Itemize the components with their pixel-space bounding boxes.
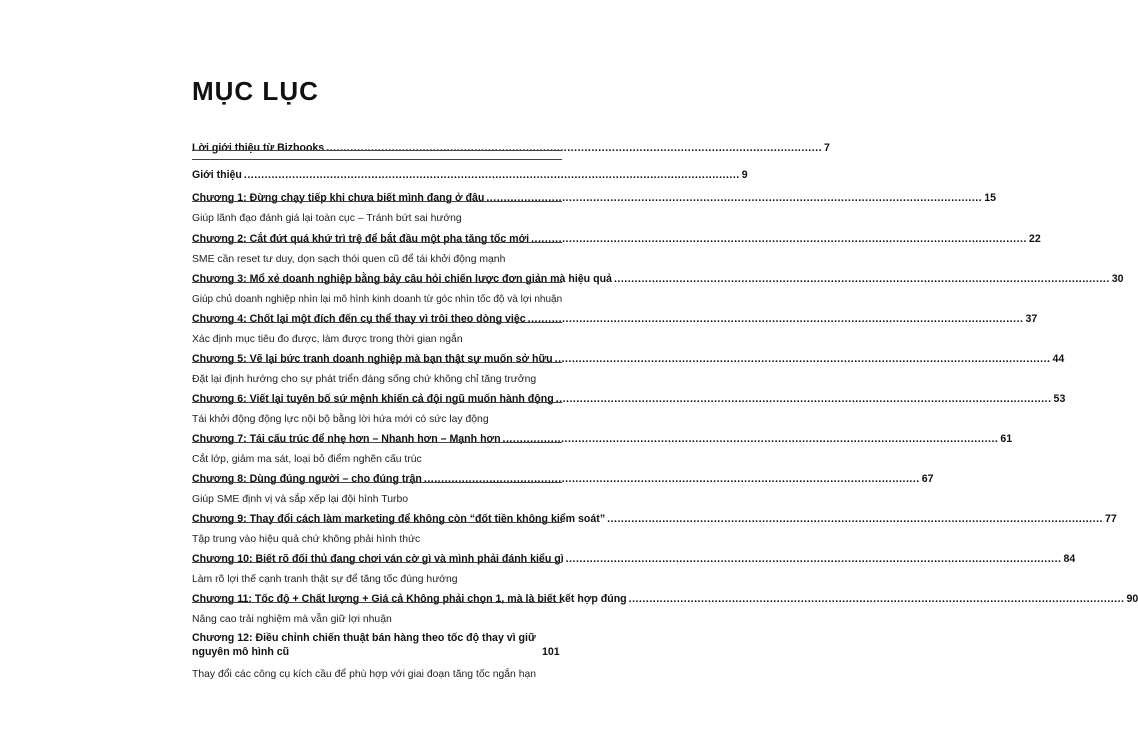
toc-title: Chương 6: Viết lại tuyên bố sứ mệnh khiến cả đội ngũ muốn hành động bbox=[192, 393, 554, 405]
toc-page-number: 37 bbox=[1025, 313, 1038, 325]
toc-subtitle: Thay đổi các công cụ kích cầu để phù hợp với giai đoạn tăng tốc ngắn hạn bbox=[192, 669, 537, 680]
toc-line bbox=[192, 392, 1066, 406]
toc-page-number: 7 bbox=[824, 142, 830, 154]
divider bbox=[192, 562, 562, 563]
toc-line bbox=[192, 631, 562, 659]
toc-entry[interactable] bbox=[192, 592, 1138, 626]
toc-line bbox=[192, 232, 1041, 246]
toc-entry[interactable] bbox=[192, 432, 1013, 466]
toc-title: Chương 4: Chốt lại một đích đến cụ thể thay vì trôi theo dòng việc bbox=[192, 313, 526, 325]
toc-entry[interactable] bbox=[192, 141, 830, 155]
toc-subtitle: Tái khởi động động lực nội bộ bằng lời hứa mới có sức lay động bbox=[192, 414, 489, 425]
divider bbox=[192, 201, 562, 202]
toc-page-number: 77 bbox=[1104, 513, 1117, 525]
divider bbox=[192, 322, 562, 323]
toc-page-number: 9 bbox=[741, 169, 748, 181]
toc-line bbox=[192, 272, 1124, 286]
toc-page-number: 15 bbox=[984, 192, 996, 204]
toc-title: Chương 8: Dùng đúng người – cho đúng trận bbox=[192, 473, 422, 485]
divider bbox=[192, 282, 562, 283]
toc-title: Chương 3: Mổ xẻ doanh nghiệp bằng bảy câu hỏi chiến lược đơn giản mà hiệu quả bbox=[192, 273, 612, 285]
toc-entry[interactable] bbox=[192, 392, 1066, 426]
toc-leader-dots bbox=[607, 512, 1103, 526]
toc-title: Chương 5: Vẽ lại bức tranh doanh nghiệp mà bạn thật sự muốn sở hữu bbox=[192, 353, 553, 365]
toc-leader-dots bbox=[629, 592, 1125, 606]
toc-leader-dots bbox=[244, 168, 740, 182]
divider bbox=[192, 159, 562, 160]
toc-subtitle: Xác định mục tiêu đo được, làm được trong thời gian ngắn bbox=[192, 334, 463, 345]
toc-title: Chương 9: Thay đổi cách làm marketing để không còn “đốt tiền không kiểm soát” bbox=[192, 513, 606, 525]
toc-page-number: 84 bbox=[1063, 553, 1076, 565]
toc-leader-dots bbox=[531, 232, 1027, 246]
toc-leader-dots bbox=[486, 191, 982, 205]
toc-subtitle: Nâng cao trải nghiệm mà vẫn giữ lợi nhuận bbox=[192, 614, 392, 625]
toc-line bbox=[192, 512, 1117, 526]
toc-line bbox=[192, 168, 748, 182]
divider bbox=[192, 522, 562, 523]
toc-subtitle: Giúp chủ doanh nghiệp nhìn lại mô hình kinh doanh từ góc nhìn tốc độ và lợi nhuận bbox=[192, 294, 563, 305]
divider bbox=[192, 482, 562, 483]
toc-page-number: 90 bbox=[1126, 593, 1138, 605]
toc-leader-dots bbox=[556, 392, 1052, 406]
toc-page-number: 53 bbox=[1053, 393, 1066, 405]
toc-entry[interactable] bbox=[192, 352, 1065, 386]
toc-page-number: 101 bbox=[542, 646, 560, 658]
toc-line bbox=[192, 141, 830, 155]
toc-subtitle: Làm rõ lợi thế cạnh tranh thật sự để tăng tốc đúng hướng bbox=[192, 574, 458, 585]
toc-page-number: 30 bbox=[1111, 273, 1124, 285]
toc-line bbox=[192, 432, 1013, 446]
toc-leader-dots bbox=[528, 312, 1024, 326]
toc-title: Chương 7: Tái cấu trúc để nhẹ hơn – Nhanh hơn – Mạnh hơn bbox=[192, 433, 501, 445]
divider bbox=[192, 602, 562, 603]
toc-leader-dots bbox=[503, 432, 999, 446]
toc-line bbox=[192, 191, 996, 205]
divider bbox=[192, 442, 562, 443]
toc-entry[interactable] bbox=[192, 272, 1124, 306]
toc-subtitle: Cắt lớp, giảm ma sát, loại bỏ điểm nghẽn cấu trúc bbox=[192, 454, 422, 465]
toc-leader-dots bbox=[555, 352, 1051, 366]
toc-title: Lời giới thiệu từ Bizbooks bbox=[192, 142, 325, 154]
toc-entry[interactable] bbox=[192, 552, 1076, 586]
toc-subtitle: Tập trung vào hiệu quả chứ không phải hình thức bbox=[192, 534, 421, 545]
divider bbox=[192, 362, 562, 363]
toc-leader-dots bbox=[614, 272, 1110, 286]
toc-entry[interactable] bbox=[192, 191, 996, 225]
page-title: MỤC LỤC bbox=[192, 76, 319, 106]
toc-subtitle: SME cần reset tư duy, dọn sạch thói quen cũ để tái khởi động mạnh bbox=[192, 254, 506, 265]
toc-leader-dots bbox=[424, 472, 920, 486]
toc-line bbox=[192, 552, 1076, 566]
toc-leader-dots bbox=[326, 141, 822, 155]
divider bbox=[192, 402, 562, 403]
toc-line bbox=[192, 472, 934, 486]
toc-entry[interactable] bbox=[192, 512, 1117, 546]
toc-page-number: 44 bbox=[1052, 353, 1065, 365]
toc-entry[interactable] bbox=[192, 312, 1038, 346]
toc-title: Giới thiệu bbox=[192, 169, 242, 181]
toc-line bbox=[192, 312, 1038, 326]
toc-page-number: 61 bbox=[1000, 433, 1013, 445]
toc-page-number: 67 bbox=[921, 473, 934, 485]
toc-title: Chương 1: Đừng chạy tiếp khi chưa biết mình đang ở đâu bbox=[192, 192, 485, 204]
toc-entry[interactable] bbox=[192, 472, 934, 506]
toc-leader-dots bbox=[566, 552, 1062, 566]
toc-subtitle: Đặt lại định hướng cho sự phát triển đáng sống chứ không chỉ tăng trưởng bbox=[192, 374, 537, 385]
divider bbox=[192, 150, 562, 151]
toc-title: Chương 10: Biết rõ đối thủ đang chơi ván cờ gì và mình phải đánh kiểu gì bbox=[192, 553, 564, 565]
toc-entry[interactable] bbox=[192, 232, 1041, 266]
toc-line bbox=[192, 592, 1138, 606]
toc-line bbox=[192, 352, 1065, 366]
toc-subtitle: Giúp SME định vị và sắp xếp lại đội hình Turbo bbox=[192, 494, 409, 505]
toc-title: Chương 2: Cắt đứt quá khứ trì trệ để bắt đầu một pha tăng tốc mới bbox=[192, 233, 530, 245]
toc-title: Chương 12: Điều chỉnh chiến thuật bán hàng theo tốc độ thay vì giữ nguyên mô hình cũ bbox=[192, 632, 536, 658]
toc-title: Chương 11: Tốc độ + Chất lượng + Giá cả Không phải chọn 1, mà là biết kết hợp đúng bbox=[192, 593, 627, 605]
toc-entry[interactable] bbox=[192, 631, 562, 681]
toc-subtitle: Giúp lãnh đạo đánh giá lại toàn cục – Tránh bứt sai hướng bbox=[192, 213, 462, 224]
divider bbox=[192, 242, 562, 243]
toc-page-number: 22 bbox=[1028, 233, 1041, 245]
toc-entry[interactable] bbox=[192, 168, 748, 182]
